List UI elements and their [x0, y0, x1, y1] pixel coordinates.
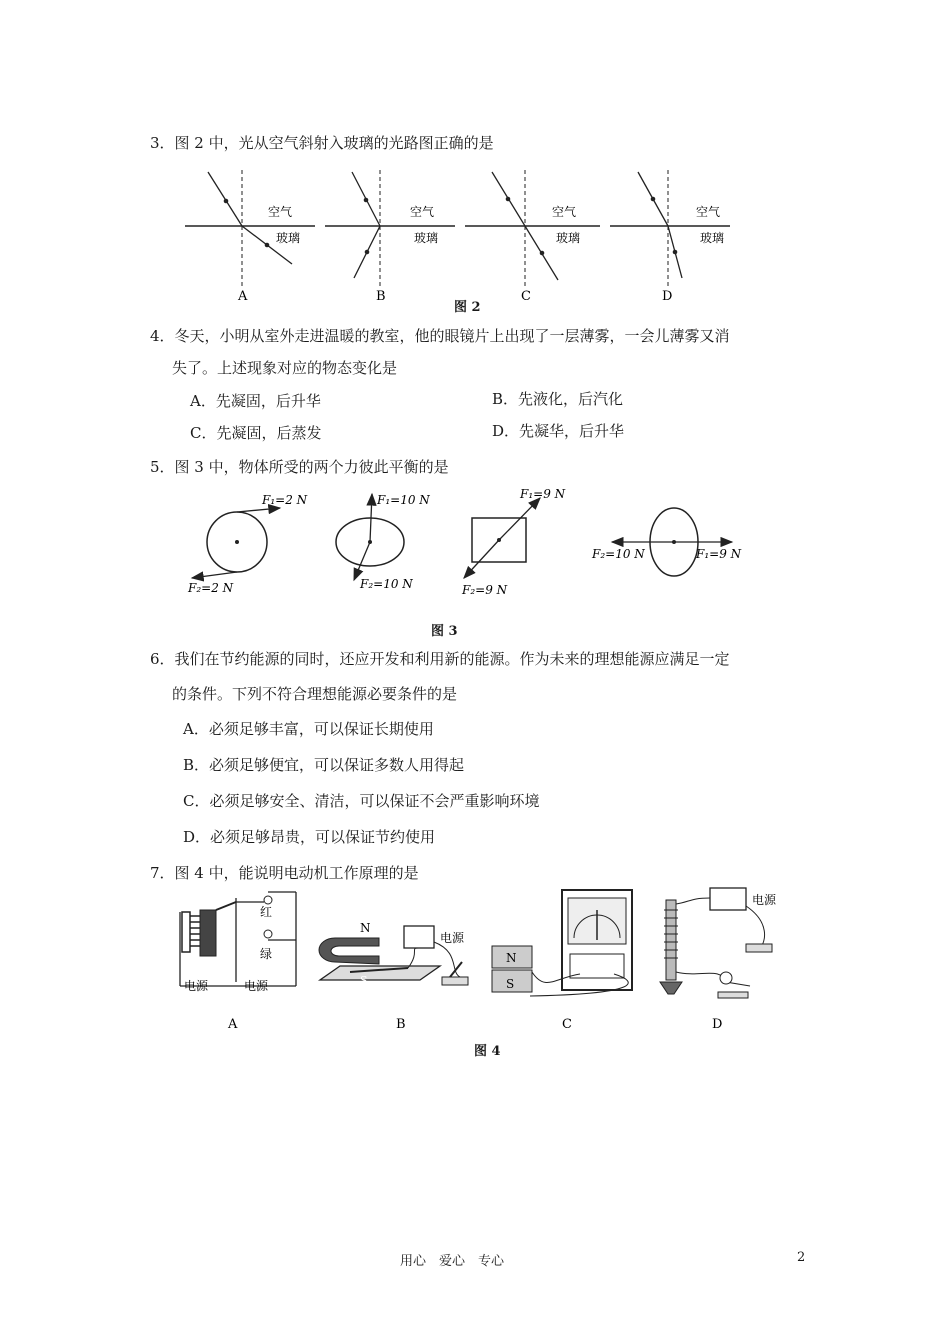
fig3-caption: 图 3 [431, 624, 458, 639]
fig2-d-glass: 玻璃 [700, 231, 725, 245]
fig4-caption: 图 4 [474, 1044, 501, 1059]
fig4-b-n: N [360, 921, 371, 935]
fig3-diagram-d [591, 508, 742, 576]
q4-option-d: D．先凝华，后升华 [492, 422, 625, 440]
fig4-diagram-b [319, 921, 468, 1032]
fig2-label-a: A [238, 289, 248, 304]
fig2-label-d: D [662, 289, 673, 304]
fig4-label-c: C [562, 1017, 572, 1032]
q3-text: 3．图 2 中，光从空气斜射入玻璃的光路图正确的是 [150, 134, 494, 152]
fig2-b-glass: 玻璃 [414, 231, 439, 245]
fig2-diagram-b [325, 170, 455, 304]
fig2-label-c: C [521, 289, 531, 304]
fig2-caption: 图 2 [454, 300, 481, 315]
fig2-label-b: B [376, 289, 386, 304]
fig4-a-power-1: 电源 [184, 979, 209, 993]
figure-3 [170, 480, 790, 610]
fig4-label-a: A [228, 1017, 238, 1032]
q6-option-c: C．必须足够安全、清洁，可以保证不会严重影响环境 [183, 792, 540, 810]
fig4-diagram-d [660, 888, 777, 1032]
q4-option-b: B．先液化，后汽化 [492, 390, 624, 408]
fig3-diagram-b [336, 493, 430, 591]
fig4-diagram-c [492, 890, 632, 1032]
fig3-c-f1: F₁=9 N [520, 487, 566, 501]
fig2-diagram-a [185, 170, 315, 304]
q6-option-a: A．必须足够丰富，可以保证长期使用 [183, 720, 434, 738]
fig4-label-d: D [712, 1017, 723, 1032]
q4-line1: 4．冬天，小明从室外走进温暖的教室，他的眼镜片上出现了一层薄雾，一会儿薄雾又消 [150, 327, 730, 345]
q6-line1: 6．我们在节约能源的同时，还应开发和利用新的能源。作为未来的理想能源应满足一定 [150, 650, 730, 668]
fig3-diagram-a [187, 493, 308, 595]
fig4-a-power-2: 电源 [244, 979, 269, 993]
q6-option-d: D．必须足够昂贵，可以保证节约使用 [183, 828, 436, 846]
q6-option-b: B．必须足够便宜，可以保证多数人用得起 [183, 756, 465, 774]
fig2-b-air: 空气 [410, 205, 435, 219]
fig2-c-glass: 玻璃 [556, 231, 581, 245]
fig4-diagram-a [180, 892, 296, 1032]
fig3-b-f2: F₂=10 N [360, 577, 413, 591]
fig4-b-s: S [360, 974, 368, 987]
fig3-diagram-c [461, 487, 566, 597]
q4-line2: 失了。上述现象对应的物态变化是 [172, 359, 398, 377]
figure-4 [170, 882, 790, 1032]
fig2-c-air: 空气 [552, 205, 577, 219]
fig3-c-f2: F₂=9 N [462, 583, 508, 597]
footer-motto: 用心 爱心 专心 [400, 1254, 505, 1269]
q4-option-a: A．先凝固，后升华 [190, 392, 321, 410]
fig3-b-f1: F₁=10 N [377, 493, 430, 507]
fig3-a-f1: F₁=2 N [262, 493, 308, 507]
fig4-a-red: 红 [260, 905, 273, 919]
fig2-a-air: 空气 [268, 205, 293, 219]
page-number: 2 [797, 1250, 806, 1265]
fig2-a-glass: 玻璃 [276, 231, 301, 245]
fig4-label-b: B [396, 1017, 406, 1032]
fig4-a-green: 绿 [260, 947, 273, 961]
fig3-d-f1: F₁=9 N [696, 547, 742, 561]
fig3-a-f2: F₂=2 N [188, 581, 234, 595]
q7-text: 7．图 4 中，能说明电动机工作原理的是 [150, 864, 419, 882]
q6-line2: 的条件。下列不符合理想能源必要条件的是 [172, 685, 458, 703]
fig2-diagram-d [610, 170, 730, 304]
fig4-b-power: 电源 [440, 931, 465, 945]
fig2-diagram-c [465, 170, 600, 304]
q4-option-c: C．先凝固，后蒸发 [190, 424, 322, 442]
fig4-d-power: 电源 [752, 893, 777, 907]
fig2-d-air: 空气 [696, 205, 721, 219]
q5-text: 5．图 3 中，物体所受的两个力彼此平衡的是 [150, 458, 449, 476]
fig3-d-f2: F₂=10 N [592, 547, 645, 561]
fig4-c-n: N [506, 951, 517, 965]
fig4-c-s: S [506, 977, 515, 991]
